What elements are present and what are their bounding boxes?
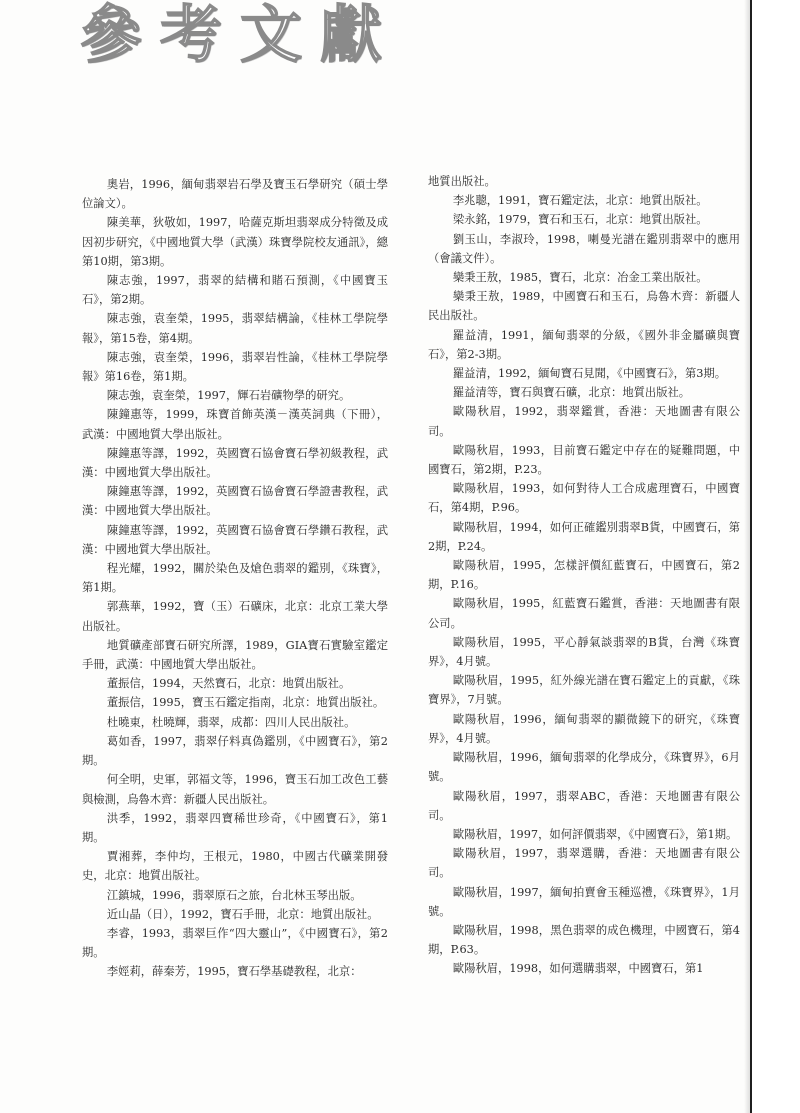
references-right-column <box>428 172 740 979</box>
reference-entry: 歐陽秋眉，1997，如何評價翡翠，《中國寶石》，第1期。 <box>452 827 738 841</box>
reference-entry: 陳志強，1997，翡翠的結構和賭石預測，《中國寶玉石》，第2期。 <box>82 274 388 307</box>
reference-entry: 歐陽秋眉，1994，如何正確鑑別翡翠B貨，中國寶石，第2期，P.24。 <box>428 520 740 553</box>
reference-entry: 歐陽秋眉，1993，如何對待人工合成處理寶石，中國寶石，第4期，P.96。 <box>428 482 740 515</box>
reference-entry: 江鎮城，1996，翡翠原石之旅，台北林玉琴出版。 <box>106 888 362 902</box>
reference-entry: 李兆聰，1991，寶石鑑定法，北京：地質出版社。 <box>452 194 708 208</box>
reference-entry: 董振信，1994，天然寶石，北京：地質出版社。 <box>106 677 351 691</box>
scan-margin <box>752 0 800 1113</box>
reference-entry: 近山晶（日），1992，寶石手冊，北京：地質出版社。 <box>106 907 379 921</box>
reference-entry: 欒秉王敖，1985，寶石，北京：冶金工業出版社。 <box>452 271 708 285</box>
reference-entry: 程光耀，1992，關於染色及熗色翡翠的鑑別，《珠寶》，第1期。 <box>82 562 388 595</box>
reference-entry: 歐陽秋眉，1992，翡翠鑑賞，香港：天地圖書有限公司。 <box>428 405 740 438</box>
reference-entry: 歐陽秋眉，1998，如何選購翡翠，中國寶石，第1 <box>452 962 704 976</box>
reference-entry: 董振信，1995，寶玉石鑑定指南，北京：地質出版社。 <box>106 696 385 710</box>
reference-entry: 陳志強，袁奎榮，1996，翡翠岩性論，《桂林工學院學報》第16卷，第1期。 <box>82 350 388 384</box>
reference-entry: 杜曉東，杜曉輝，翡翠，成都：四川人民出版社。 <box>106 715 356 729</box>
reference-entry: 梁永銘，1979，寶石和玉石，北京：地質出版社。 <box>452 213 708 227</box>
reference-entry: 歐陽秋眉，1995，平心靜氣談翡翠的B貨，台灣《珠寶界》，4月號。 <box>428 635 740 669</box>
reference-entry: 羅益清，1991，緬甸翡翠的分級，《國外非金屬礦與寶石》，第2-3期。 <box>428 328 740 361</box>
reference-entry: 陳鐘惠等，1999，珠寶首飾英漢－漢英詞典（下冊），武漢：中國地質大學出版社。 <box>82 408 388 441</box>
reference-entry: 歐陽秋眉，1996，緬甸翡翠的顯微鏡下的研究，《珠寶界》，4月號。 <box>428 712 740 745</box>
reference-entry: 歐陽秋眉，1995，怎樣評價紅藍寶石，中國寶石，第2期，P.16。 <box>428 559 740 592</box>
reference-continuation: 地質出版社。 <box>428 175 496 188</box>
reference-entry: 歐陽秋眉，1997，緬甸拍賣會玉種巡禮，《珠寶界》，1月號。 <box>428 885 740 918</box>
reference-entry: 歐陽秋眉，1998，黑色翡翠的成色機理，中國寶石，第4期，P.63。 <box>428 923 740 957</box>
reference-entry: 歐陽秋眉，1997，翡翠ABC，香港：天地圖書有限公司。 <box>428 789 740 822</box>
reference-entry: 賈湘葬，李仲均，王根元，1980，中國古代礦業開發史，北京：地質出版社。 <box>82 850 388 883</box>
reference-entry: 奧岩，1996，緬甸翡翠岩石學及寶玉石學研究（碩士學位論文）。 <box>82 178 388 211</box>
reference-entry: 李睿，1993，翡翠巨作“四大靈山”，《中國寶石》，第2期。 <box>82 926 388 960</box>
reference-entry: 歐陽秋眉，1993，目前寶石鑑定中存在的疑難問題，中國寶石，第2期，P.23。 <box>428 443 740 477</box>
reference-entry: 陳志強，袁奎榮，1997，輝石岩礦物學的研究。 <box>106 389 351 403</box>
reference-entry: 陳美華，狄敬如，1997，哈薩克斯坦翡翠成分特徵及成因初步研究，《中國地質大學（武漢）珠寶學院校友通訊》，總第10期，第3期。 <box>82 216 388 268</box>
reference-entry: 陳鐘惠等譯，1992，英國寶石協會寶石學初級教程，武漢：中國地質大學出版社。 <box>82 446 388 480</box>
reference-entry: 陳鐘惠等譯，1992，英國寶石協會寶石學鑽石教程，武漢：中國地質大學出版社。 <box>82 523 388 556</box>
reference-entry: 洪季，1992，翡翠四寶稀世珍奇，《中國寶石》，第1期。 <box>82 811 388 844</box>
page-title: 參考文獻 <box>80 0 401 71</box>
reference-entry: 何全明，史軍，郭福文等，1996，寶玉石加工改色工藝與檢測，烏魯木齊：新疆人民出版社。 <box>82 773 388 806</box>
reference-entry: 地質礦產部寶石研究所譯，1989，GIA寶石實驗室鑑定手冊，武漢：中國地質大學出版社。 <box>82 638 388 672</box>
reference-entry: 劉玉山，李淑玲，1998，喇曼光譜在鑑別翡翠中的應用（會議文件）。 <box>428 232 740 265</box>
references-left-column <box>82 175 388 982</box>
reference-entry: 陳志強，袁奎榮，1995，翡翠結構論，《桂林工學院學報》，第15卷，第4期。 <box>82 312 388 345</box>
reference-entry: 歐陽秋眉，1995，紅藍寶石鑑賞，香港：天地圖書有限公司。 <box>428 597 740 630</box>
reference-entry: 郭燕華，1992，寶（玉）石礦床，北京：北京工業大學出版社。 <box>82 600 388 633</box>
reference-entry: 歐陽秋眉，1995，紅外線光譜在寶石鑑定上的貢獻，《珠寶界》，7月號。 <box>428 674 740 707</box>
reference-entry: 欒秉王敖，1989，中國寶石和玉石，烏魯木齊：新疆人民出版社。 <box>428 290 740 323</box>
reference-entry: 歐陽秋眉，1997，翡翠選購，香港：天地圖書有限公司。 <box>428 847 740 880</box>
reference-entry: 陳鐘惠等譯，1992，英國寶石協會寶石學證書教程，武漢：中國地質大學出版社。 <box>82 485 388 518</box>
reference-entry: 羅益清等，寶石與寶石礦，北京：地質出版社。 <box>452 386 691 400</box>
reference-entry: 葛如香，1997，翡翠仔料真偽鑑別，《中國寶石》，第2期。 <box>82 734 388 768</box>
reference-entry: 李娙莉，薛秦芳，1995，寶石學基礎教程，北京： <box>106 965 362 979</box>
reference-entry: 歐陽秋眉，1996，緬甸翡翠的化學成分，《珠寶界》，6月號。 <box>428 751 740 784</box>
reference-entry: 羅益清，1992，緬甸寶石見聞，《中國寶石》，第3期。 <box>452 367 727 381</box>
